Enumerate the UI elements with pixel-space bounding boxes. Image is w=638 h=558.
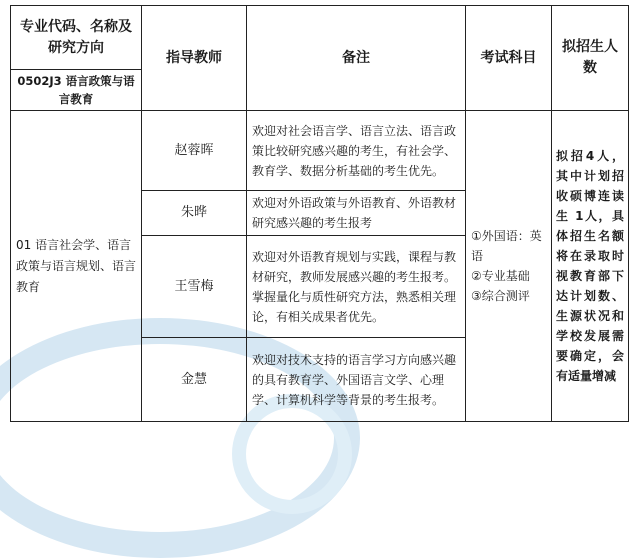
teacher-note: 欢迎对技术支持的语言学习方向感兴趣的具有教育学、外国语言文学、心理学、计算机科学等背景的考生报考。 [247,338,466,422]
teacher-note: 欢迎对外语政策与外语教育、外语教材研究感兴趣的考生报考 [247,191,466,236]
header-code-name-direction: 专业代码、名称及研究方向 [11,6,142,70]
planned-enrollment-text: 拟招4人，其中计划招收硕博连读生 1人，具体招生名额将在录取时视教育部下达计划数、生源状况和学校发展需要确定，会有适量增减 [552,111,629,422]
teacher-name: 金慧 [142,338,247,422]
header-supervisor: 指导教师 [142,6,247,111]
header-exam-subjects: 考试科目 [466,6,552,111]
exam-item: ②专业基础 [471,269,530,283]
header-planned-enrollment: 拟招生人数 [552,6,629,111]
enrollment-table [10,5,629,422]
major-code-name: 0502J3 语言政策与语言教育 [11,70,142,111]
exam-item: ①外国语：英语 [471,229,542,263]
teacher-name: 朱晔 [142,191,247,236]
teacher-name: 赵蓉晖 [142,111,247,191]
exam-item: ③综合测评 [471,289,530,303]
exam-subjects [466,111,552,422]
header-remarks: 备注 [247,6,466,111]
research-direction: 01 语言社会学、语言政策与语言规划、语言教育 [11,111,142,422]
teacher-note: 欢迎对社会语言学、语言立法、语言政策比较研究感兴趣的考生，有社会学、教育学、数据分析基础的考生优先。 [247,111,466,191]
teacher-name: 王雪梅 [142,236,247,338]
teacher-note: 欢迎对外语教育规划与实践，课程与教材研究，教师发展感兴趣的考生报考。掌握量化与质性研究方法，熟悉相关理论，有相关成果者优先。 [247,236,466,338]
